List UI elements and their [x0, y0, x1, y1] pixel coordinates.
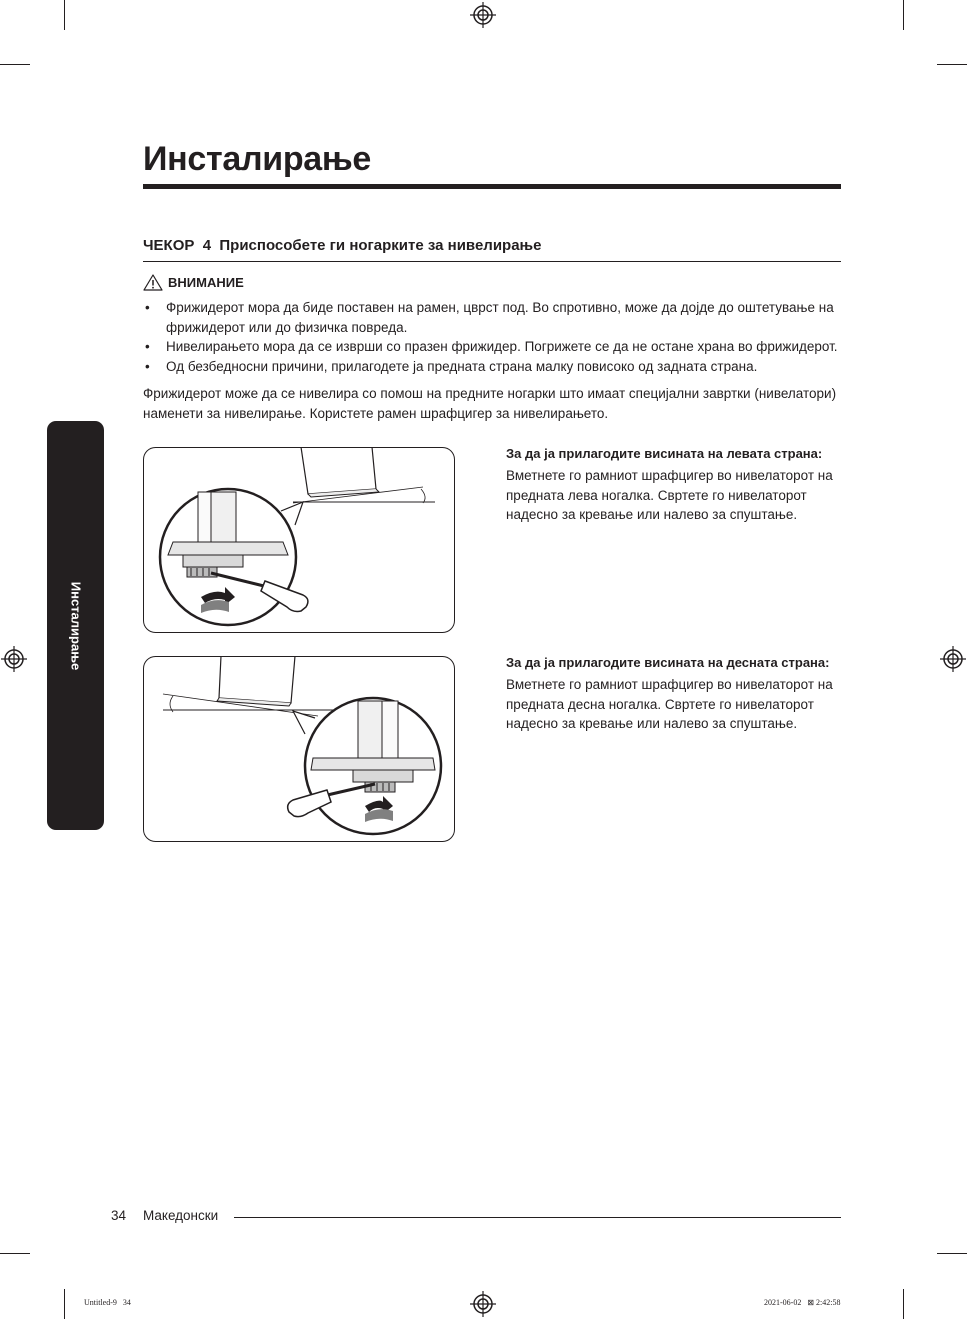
crop-mark	[64, 1289, 65, 1319]
page-number: 34	[111, 1208, 127, 1223]
registration-mark-icon	[470, 2, 496, 28]
title-rule	[143, 184, 841, 189]
side-tab	[47, 421, 104, 830]
right-instruction-body: Вметнете го рамниот шрафцигер во нивелаторот на предната десна ногалка. Свртете го нивелаторот надесно за кревање или налево за спуштање.	[506, 677, 833, 731]
right-instruction	[506, 655, 846, 734]
right-leveling-illustration	[143, 656, 455, 842]
registration-mark-icon	[470, 1291, 496, 1317]
print-slug-left: Untitled-9 34	[84, 1298, 131, 1307]
step-rule	[143, 261, 841, 262]
side-tab-label: Инсталирање	[68, 581, 83, 670]
registration-mark-icon	[1, 646, 27, 672]
caution-label: ВНИМАНИЕ	[168, 275, 244, 290]
left-instruction-title: За да ја прилагодите висината на левата страна:	[506, 446, 823, 461]
page-title: Инсталирање	[143, 140, 372, 178]
crop-mark	[903, 0, 904, 30]
footer-language: Македонски	[143, 1208, 219, 1223]
caution-item: • Нивелирањето мора да се изврши со празен фрижидер. Погрижете се да не остане храна во фрижидерот.	[143, 337, 843, 357]
print-slug-right: 2021-06-02 ⊠ 2:42:58	[764, 1298, 841, 1307]
left-instruction-body: Вметнете го рамниот шрафцигер во нивелаторот на предната лева ногалка. Свртете го нивелаторот надесно за кревање или налево за спуштање.	[506, 468, 833, 522]
caution-item: • Од безбедносни причини, прилагодете ја предната страна малку повисоко од задната страна.	[143, 357, 843, 377]
crop-mark	[0, 1253, 30, 1254]
left-leveling-illustration	[143, 447, 455, 633]
right-instruction-title: За да ја прилагодите висината на десната страна:	[506, 655, 830, 670]
caution-item: • Фрижидерот мора да биде поставен на рамен, цврст под. Во спротивно, може да дојде до оштетување на фрижидерот или до физичка повреда.	[143, 298, 843, 337]
footer-rule	[234, 1217, 841, 1218]
step-heading: ЧЕКОР 4 Приспособете ги ногарките за нивелирање	[143, 237, 542, 254]
caution-list	[143, 298, 843, 376]
crop-mark	[903, 1289, 904, 1319]
intro-paragraph: Фрижидерот може да се нивелира со помош на предните ногарки што имаат специјални завртки (нивелатори) наменети за нивелирање. Користете рамен шрафцигер за нивелирањето.	[143, 386, 837, 421]
registration-mark-icon	[940, 646, 966, 672]
crop-mark	[937, 1253, 967, 1254]
crop-mark	[937, 64, 967, 65]
caution-heading	[143, 274, 244, 291]
warning-triangle-icon	[143, 274, 163, 291]
left-instruction	[506, 446, 846, 525]
crop-mark	[64, 0, 65, 30]
crop-mark	[0, 64, 30, 65]
